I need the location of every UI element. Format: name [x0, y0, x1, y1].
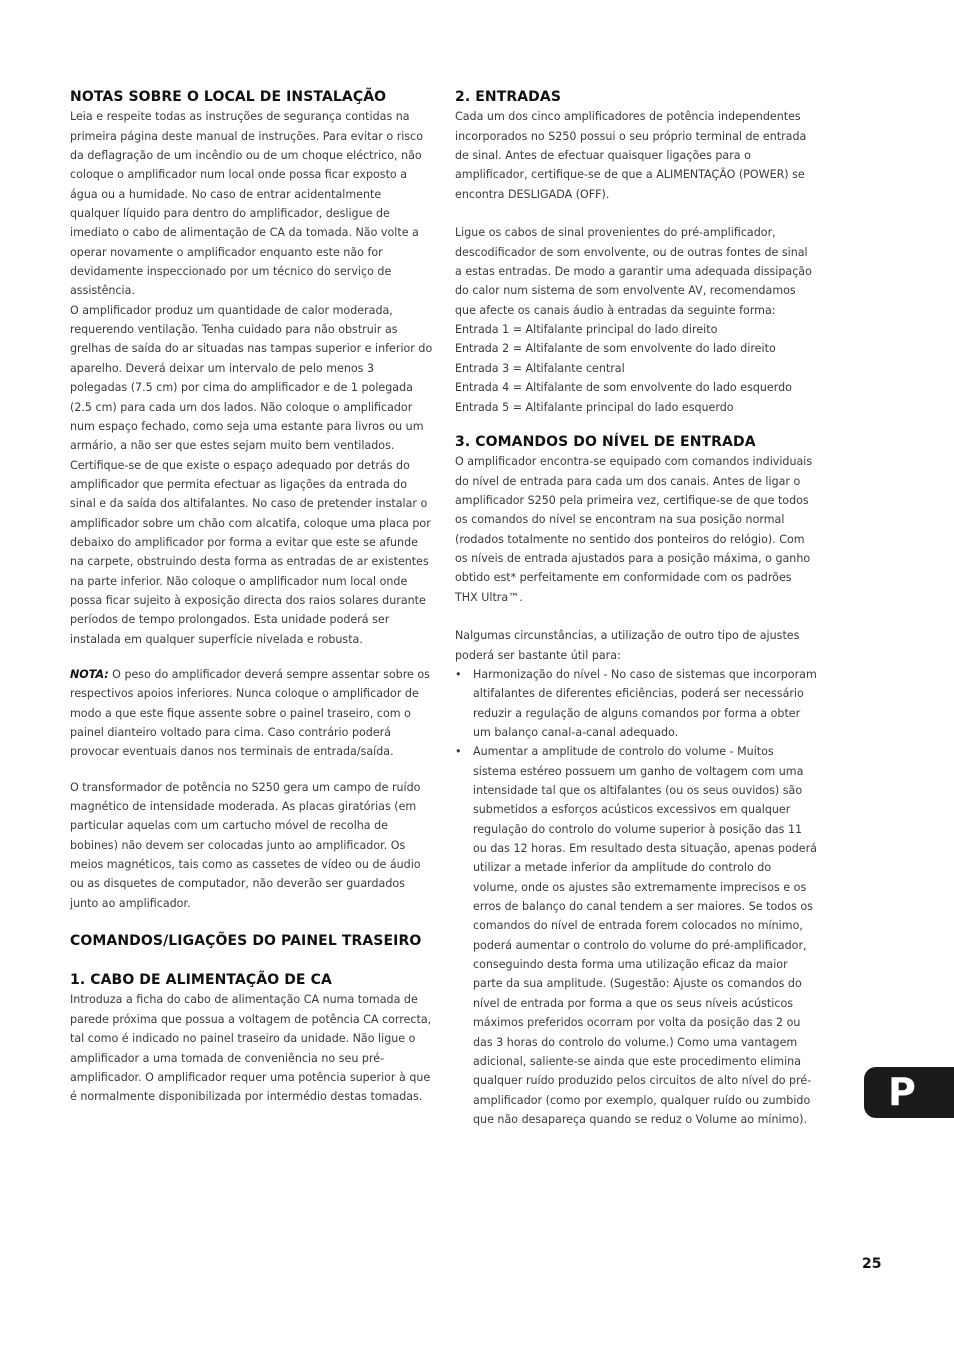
inputs-paragraph-2: Ligue os cabos de sinal provenientes do pré-amplificador, descodificador de som envolvente, ou de outras fontes de sinal a estas entradas. De modo a garantir uma adequada dissipação do calor num sistema de som envolvente AV, recomendamos que afecte os canais áudio à entradas da seguinte forma: [455, 226, 812, 317]
left-column [70, 88, 434, 1107]
installation-note [70, 665, 434, 762]
input-level-paragraph-2: Nalgumas circunstâncias, a utilização de outro tipo de ajustes poderá ser bastante útil para: [455, 629, 800, 662]
installation-paragraph-2: O amplificador produz um quantidade de calor moderada, requerendo ventilação. Tenha cuidado para não obstruir as grelhas de saída do ar situadas nas tampas superior e inferior do aparelho. Deverá deixar um intervalo de pelo menos 3 polegadas (7.5 cm) por cima do amplificador e de 1 polegada (2.5 cm) para cada um dos lados. Não coloque o amplificador num espaço fechado, como seja uma estante para livros ou um armário, a não ser que estes sejam muito bem ventilados. Certifique-se de que existe o espaço adequado por detrás do amplificador que permita efectuar as ligações da entrada do sinal e da saída dos altifalantes. No caso de pretender instalar o amplificador sobre um chão com alcatifa, coloque uma placa por debaixo do amplificador por forma a evitar que este se afunde na carpete, obstruindo desta forma as entradas de ar existentes na parte inferior. Não coloque o amplificador num local onde possa ficar sujeito à exposição directa dos raios solares durante períodos de tempo prolongados. Esta unidade poderá ser instalada em qualquer superfície nivelada e robusta. [70, 303, 433, 646]
input-assignment-1: Entrada 1 = Altifalante principal do lado direito [455, 323, 718, 337]
section-title-rear-panel: COMANDOS/LIGAÇÕES DO PAINEL TRASEIRO [70, 933, 422, 950]
input-assignment-2: Entrada 2 = Altifalante de som envolvente do lado direito [455, 342, 776, 356]
bullet-level-matching: • Harmonização do nível - No caso de sistemas que incorporam altifalantes de diferentes eficiências, poderá ser necessário reduzir a regulação de alguns comandos por forma a obter um balanço canal-a-canal adequado. [455, 665, 817, 742]
section-title-installation: NOTAS SOBRE O LOCAL DE INSTALAÇÃO [70, 89, 387, 105]
section-title-input-level: 3. COMANDOS DO NÍVEL DE ENTRADA [455, 433, 756, 450]
input-assignment-4: Entrada 4 = Altifalante de som envolvente do lado esquerdo [455, 381, 792, 395]
note-text: O peso do amplificador deverá sempre assentar sobre os respectivos apoios inferiores. Nunca coloque o amplificador de modo a que este fique assente sobre o painel traseiro, com o painel dianteiro voltado para cima. Caso contrário poderá provocar eventuais danos nos terminais de entrada/saída. [70, 667, 430, 759]
language-tab: P [864, 1067, 954, 1118]
input-level-paragraph-1: O amplificador encontra-se equipado com comandos individuais do nível de entrada para cada um dos canais. Antes de ligar o amplificador S250 pela primeira vez, certifique-se de que todos os comandos do nível se encontram na sua posição normal (rodados totalmente no sentido dos ponteiros do relógio). Com os níveis de entrada ajustados para a posição máxima, o ganho obtido est* perfeitamente em conformidade com os padrões THX Ultra™. [455, 455, 813, 604]
bullet-volume-range: • Aumentar a amplitude de controlo do volume - Muitos sistema estéreo possuem um ganho de voltagem com uma intensidade tal que os altifalantes (ou os seus ouvidos) são submetidos a esforços acústicos excessivos em qualquer regulação do controlo do volume superior à posição das 11 ou das 12 horas. Em resultado desta situação, apenas poderá utilizar a metade inferior da amplitude do controlo do volume, onde os ajustes são extremamente imprecisos e os erros de balanço do canal tendem a ser maiores. Se todos os comandos do nível de entrada forem colocados no mínimo, poderá aumentar o controlo do volume do pré-amplificador, conseguindo desta forma uma utilização eficaz da maior parte da sua amplitude. (Sugestão: Ajuste os comandos do nível de entrada por forma a que os seus níveis acústicos máximos preferidos ocorram por volta da posição das 2 ou das 3 horas do controlo do volume.) Como uma vantagem adicional, saliente-se ainda que este procedimento elimina qualquer ruído produzido pelos circuitos de alto nível do pré-amplificador (como por exemplo, qualquer ruído ou zumbido que não desapareça quando se reduz o Volume ao mínimo). [455, 742, 817, 1129]
page-number: 25 [862, 1256, 882, 1272]
input-assignment-5: Entrada 5 = Altifalante principal do lado esquerdo [455, 400, 734, 414]
input-assignment-3: Entrada 3 = Altifalante central [455, 361, 625, 375]
input-level-bullets [455, 665, 817, 1129]
section-title-ac-cable: 1. CABO DE ALIMENTAÇÃO DE CA [70, 972, 332, 989]
inputs-paragraph-1: Cada um dos cinco amplificadores de potência independentes incorporados no S250 possui o seu próprio terminal de entrada de sinal. Antes de efectuar quaisquer ligações para o amplificador, certifique-se de que a ALIMENTAÇÃO (POWER) se encontra DESLIGADA (OFF). [455, 110, 807, 201]
ac-cable-paragraph: Introduza a ficha do cabo de alimentação CA numa tomada de parede próxima que possua a voltagem de potência CA correcta, tal como é indicado no painel traseiro da unidade. Não ligue o amplificador a uma tomada de conveniência no seu pré-amplificador. O amplificador requer uma potência superior à que é normalmente disponibilizada por intermédio destas tomadas. [70, 993, 432, 1104]
installation-paragraph-3: O transformador de potência no S250 gera um campo de ruído magnético de intensidade moderada. As placas giratórias (em particular aquelas com um cartucho móvel de recolha de bobines) não devem ser colocadas junto ao amplificador. Os meios magnéticos, tais como as cassetes de vídeo ou de áudio ou as disquetes de computador, não deverão ser guardados junto ao amplificador. [70, 780, 421, 910]
section-title-inputs: 2. ENTRADAS [455, 89, 562, 105]
right-column [455, 88, 817, 1129]
note-label: NOTA: [70, 667, 109, 681]
installation-paragraph-1: Leia e respeite todas as instruções de segurança contidas na primeira página deste manual de instruções. Para evitar o risco da deflagração de um incêndio ou de um choque eléctrico, não coloque o amplificador num local onde possa ficar exposto a água ou a humidade. No caso de entrar acidentalmente qualquer líquido para dentro do amplificador, desligue de imediato o cabo de alimentação de CA da tomada. Não volte a operar novamente o amplificador enquanto este não for devidamente inspeccionado por um técnico do serviço de assistência. [70, 110, 424, 298]
